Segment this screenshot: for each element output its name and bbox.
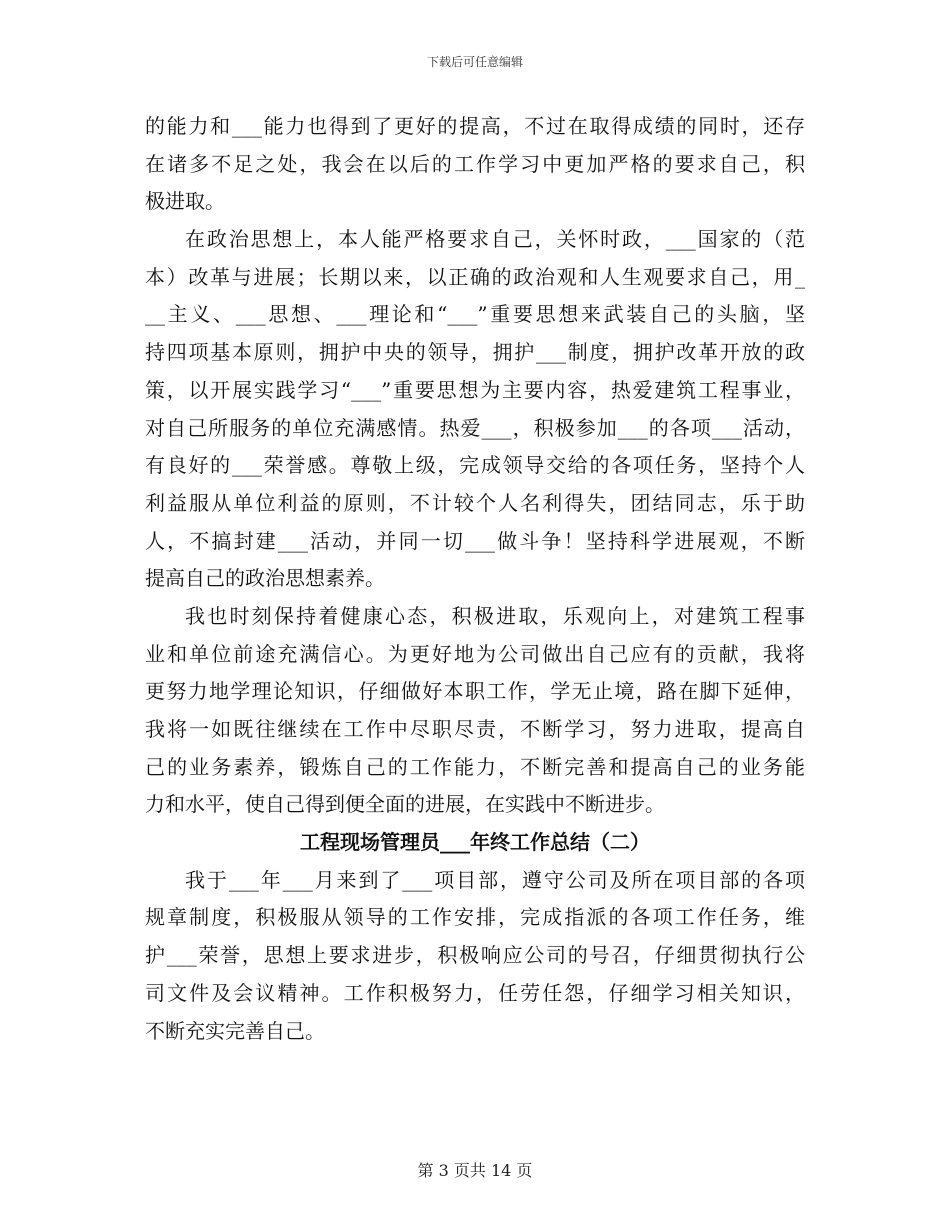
text-line: 提高自己的政治思想素养。 — [145, 566, 385, 591]
text-line: 不断充实完善自己。 — [145, 1018, 325, 1043]
paragraph-3 — [145, 598, 805, 824]
text-line: __主义、___思想、___理论和“___”重要思想来武装自己的头脑，坚 — [145, 302, 805, 327]
text-line: 在政治思想上，本人能严格要求自己，关怀时政，___国家的（范 — [185, 227, 805, 252]
text-line: 司文件及会议精神。工作积极努力，任劳任怨，仔细学习相关知识， — [145, 980, 805, 1005]
paragraph-2 — [145, 221, 805, 598]
text-line: 我将一如既往继续在工作中尽职尽责，不断学习，努力进取，提高自 — [145, 717, 805, 741]
text-line: 我也时刻保持着健康心态，积极进取，乐观向上，对建筑工程事 — [185, 603, 805, 628]
document-body — [145, 108, 805, 1050]
text-line: 我于___年___月来到了___项目部，遵守公司及所在项目部的各项 — [185, 867, 805, 892]
page-header-note: 下载后可任意编辑 — [426, 55, 523, 69]
text-line: 持四项基本原则，拥护中央的领导，拥护___制度，拥护改革开放的政 — [145, 340, 805, 365]
text-line: 在诸多不足之处，我会在以后的工作学习中更加严格的要求自己，积 — [145, 151, 805, 176]
text-line: 护___荣誉，思想上要求进步，积极响应公司的号召，仔细贯彻执行公 — [145, 943, 805, 968]
section-title: 工程现场管理员___年终工作总结（二） — [300, 830, 650, 855]
text-line: 己的业务素养，锻炼自己的工作能力，不断完善和提高自己的业务能 — [145, 754, 805, 779]
text-line: 利益服从单位利益的原则，不计较个人名利得失，团结同志，乐于助 — [145, 490, 805, 515]
text-line: 有良好的___荣誉感。尊敬上级，完成领导交给的各项任务，坚持个人 — [145, 453, 805, 478]
text-line: 力和水平，使自己得到便全面的进展，在实践中不断进步。 — [145, 792, 665, 817]
text-line: 对自己所服务的单位充满感情。热爱___，积极参加___的各项___活动， — [145, 415, 805, 440]
text-line: 的能力和___能力也得到了更好的提高，不过在取得成绩的同时，还存 — [145, 114, 805, 138]
text-line: 人，不搞封建___活动，并同一切___做斗争！坚持科学进展观，不断 — [145, 528, 805, 553]
text-line: 规章制度，积极服从领导的工作安排，完成指派的各项工作任务，维 — [145, 905, 805, 930]
page-number: 第 3 页共 14 页 — [417, 1161, 533, 1180]
text-line: 极进取。 — [145, 189, 225, 214]
text-line: 策，以开展实践学习“___”重要思想为主要内容，热爱建筑工程事业， — [145, 377, 805, 402]
text-line: 本）改革与进展；长期以来，以正确的政治观和人生观要求自己，用_ — [145, 264, 805, 289]
paragraph-1 — [145, 108, 805, 221]
text-line: 业和单位前途充满信心。为更好地为公司做出自己应有的贡献，我将 — [145, 641, 805, 666]
text-line: 更努力地学理论知识，仔细做好本职工作，学无止境，路在脚下延伸， — [145, 679, 805, 704]
paragraph-4 — [145, 862, 805, 1050]
